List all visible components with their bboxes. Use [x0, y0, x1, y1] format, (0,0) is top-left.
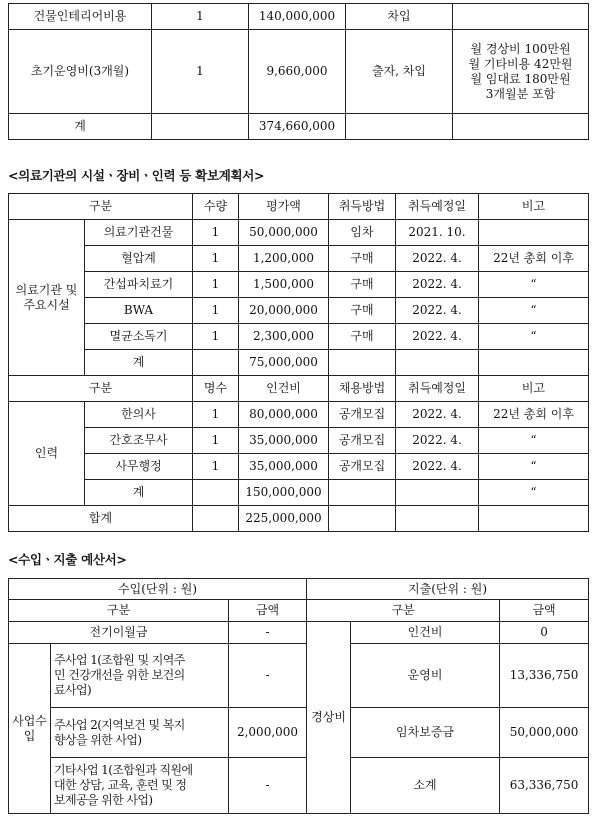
value-cell: 35,000,000	[239, 454, 329, 480]
item-cell: 계	[85, 350, 193, 376]
table-header-row	[9, 600, 589, 622]
note-cell	[453, 30, 589, 114]
note-cell: “	[479, 480, 589, 506]
note-cell: “	[479, 454, 589, 480]
total-value: 225,000,000	[239, 506, 329, 532]
table-total-row	[9, 506, 589, 532]
table-row	[9, 480, 589, 506]
item-cell: BWA	[85, 298, 193, 324]
expense-amount: 63,336,750	[500, 758, 589, 814]
date-cell: 2022. 4.	[396, 324, 479, 350]
value-cell: 20,000,000	[239, 298, 329, 324]
table-row	[9, 324, 589, 350]
label-line: 주사업 2(지역보건 및 복지	[54, 717, 185, 732]
facility-staff-table	[8, 193, 589, 532]
qty-cell: 1	[152, 30, 249, 114]
date-cell: 2022. 4.	[396, 402, 479, 428]
expense-label: 임차보증금	[351, 708, 500, 758]
qty-cell	[193, 506, 239, 532]
header-cell: 취득예정일	[396, 376, 479, 402]
date-cell: 2022. 4.	[396, 246, 479, 272]
table-header-row	[9, 194, 589, 220]
note-cell	[453, 114, 589, 140]
method-cell	[329, 350, 396, 376]
label-line: 보제공을 위한 사업)	[54, 793, 153, 807]
table-row	[9, 758, 589, 814]
date-cell	[396, 506, 479, 532]
expense-amount: 0	[500, 622, 589, 644]
label-line: 기타사업 1(조합원과 직원에	[54, 763, 193, 777]
method-cell: 공개모집	[329, 402, 396, 428]
value-cell: 1,500,000	[239, 272, 329, 298]
source-cell	[346, 114, 453, 140]
item-cell: 의료기관건물	[85, 220, 193, 246]
income-header: 수입(단위 : 원)	[9, 579, 307, 600]
value-cell: 2,300,000	[239, 324, 329, 350]
business-income-label	[9, 644, 51, 814]
header-cell: 채용방법	[329, 376, 396, 402]
expense-header: 지출(단위 : 원)	[307, 579, 589, 600]
section-title-facilities: <의료기관의 시설ㆍ장비ㆍ인력 등 확보계획서>	[8, 168, 265, 183]
table-row	[9, 622, 589, 644]
table-row	[9, 402, 589, 428]
amount-cell: 140,000,000	[249, 4, 346, 30]
facility-group-label	[9, 220, 85, 376]
qty-cell: 1	[193, 272, 239, 298]
method-cell: 구매	[329, 324, 396, 350]
method-cell: 구매	[329, 272, 396, 298]
item-cell: 계	[9, 114, 152, 140]
note-cell	[479, 350, 589, 376]
table-row	[9, 246, 589, 272]
carryover-label: 전기이월금	[9, 622, 229, 644]
qty-cell: 1	[193, 220, 239, 246]
note-line: 월 기타비용 42만원	[468, 56, 573, 71]
note-cell: “	[479, 324, 589, 350]
business-amount: 2,000,000	[229, 708, 307, 758]
method-cell: 구매	[329, 298, 396, 324]
value-cell: 80,000,000	[239, 402, 329, 428]
business-amount: -	[229, 758, 307, 814]
table-row	[9, 220, 589, 246]
item-cell: 간섭파치료기	[85, 272, 193, 298]
value-cell: 50,000,000	[239, 220, 329, 246]
item-cell: 간호조무사	[85, 428, 193, 454]
item-cell: 초기운영비(3개월)	[9, 30, 152, 114]
date-cell: 2021. 10.	[396, 220, 479, 246]
amount-cell: 9,660,000	[249, 30, 346, 114]
total-label: 합계	[9, 506, 193, 532]
source-cell: 출자, 차입	[346, 30, 453, 114]
income-expense-table	[8, 578, 589, 814]
method-cell: 공개모집	[329, 428, 396, 454]
value-cell: 75,000,000	[239, 350, 329, 376]
item-cell: 계	[85, 480, 193, 506]
item-cell: 한의사	[85, 402, 193, 428]
header-cell: 비고	[479, 376, 589, 402]
header-cell: 금액	[229, 600, 307, 622]
table-row	[9, 644, 589, 708]
business-amount: -	[229, 644, 307, 708]
qty-cell: 1	[193, 402, 239, 428]
qty-cell	[193, 350, 239, 376]
table-row	[9, 298, 589, 324]
table-row	[9, 4, 589, 30]
table-row	[9, 708, 589, 758]
header-cell: 구분	[9, 194, 193, 220]
header-cell: 금액	[500, 600, 589, 622]
expense-amount: 50,000,000	[500, 708, 589, 758]
business-item	[51, 644, 229, 708]
expense-label: 운영비	[351, 644, 500, 708]
business-item	[51, 758, 229, 814]
source-cell: 차입	[346, 4, 453, 30]
method-cell: 임차	[329, 220, 396, 246]
note-line: 월 경상비 100만원	[470, 41, 571, 56]
label-line: 향상을 위한 사업)	[54, 732, 142, 747]
qty-cell: 1	[152, 4, 249, 30]
expense-group-label: 경상비	[307, 622, 351, 814]
table-row	[9, 272, 589, 298]
value-cell: 1,200,000	[239, 246, 329, 272]
note-cell: “	[479, 298, 589, 324]
header-cell: 비고	[479, 194, 589, 220]
header-cell: 취득예정일	[396, 194, 479, 220]
header-cell: 구분	[307, 600, 500, 622]
note-cell	[453, 4, 589, 30]
date-cell	[396, 350, 479, 376]
method-cell: 공개모집	[329, 454, 396, 480]
table-row	[9, 114, 589, 140]
expense-amount: 13,336,750	[500, 644, 589, 708]
group-label-line: 의료기관 및	[15, 282, 78, 297]
table-header-row	[9, 376, 589, 402]
header-cell: 구분	[9, 376, 193, 402]
startup-cost-table	[8, 3, 589, 140]
note-cell: “	[479, 428, 589, 454]
note-line: 월 임대료 180만원	[470, 71, 571, 86]
date-cell: 2022. 4.	[396, 428, 479, 454]
note-line: 3개월분 포함	[485, 86, 556, 101]
header-cell: 명수	[193, 376, 239, 402]
carryover-amount: -	[229, 622, 307, 644]
expense-label: 인건비	[351, 622, 500, 644]
label-line: 민 건강개선을 위한 보건의	[54, 668, 185, 682]
value-cell: 35,000,000	[239, 428, 329, 454]
expense-label: 소계	[351, 758, 500, 814]
header-cell: 수량	[193, 194, 239, 220]
table-row	[9, 454, 589, 480]
note-cell: 22년 총회 이후	[479, 402, 589, 428]
method-cell	[329, 480, 396, 506]
note-cell: 22년 총회 이후	[479, 246, 589, 272]
qty-cell: 1	[193, 246, 239, 272]
qty-cell: 1	[193, 454, 239, 480]
amount-cell: 374,660,000	[249, 114, 346, 140]
item-cell: 사무행정	[85, 454, 193, 480]
date-cell	[396, 480, 479, 506]
header-cell: 취득방법	[329, 194, 396, 220]
label-line: 주사업 1(조합원 및 지역주	[54, 653, 185, 667]
method-cell: 구매	[329, 246, 396, 272]
item-cell: 혈압계	[85, 246, 193, 272]
note-cell	[479, 220, 589, 246]
table-row	[9, 30, 589, 114]
staff-group-label: 인력	[9, 402, 85, 506]
label-line: 료사업)	[54, 683, 92, 697]
qty-cell: 1	[193, 428, 239, 454]
item-cell: 멸균소독기	[85, 324, 193, 350]
header-cell: 인건비	[239, 376, 329, 402]
method-cell	[329, 506, 396, 532]
header-cell: 구분	[9, 600, 229, 622]
qty-cell: 1	[193, 298, 239, 324]
label-line: 사업수	[12, 713, 47, 728]
business-item	[51, 708, 229, 758]
date-cell: 2022. 4.	[396, 454, 479, 480]
label-line: 대한 상담, 교육, 훈련 및 정	[54, 778, 187, 792]
qty-cell	[193, 480, 239, 506]
header-cell: 평가액	[239, 194, 329, 220]
qty-cell	[152, 114, 249, 140]
group-label-line: 주요시설	[23, 297, 70, 312]
label-line: 입	[23, 728, 36, 743]
qty-cell: 1	[193, 324, 239, 350]
section-title-budget: <수입ㆍ지출 예산서>	[8, 552, 127, 567]
note-cell	[479, 506, 589, 532]
date-cell: 2022. 4.	[396, 298, 479, 324]
date-cell: 2022. 4.	[396, 272, 479, 298]
table-row	[9, 350, 589, 376]
item-cell: 건물인테리어비용	[9, 4, 152, 30]
value-cell: 150,000,000	[239, 480, 329, 506]
note-cell: “	[479, 272, 589, 298]
table-row	[9, 428, 589, 454]
table-header-row	[9, 579, 589, 600]
